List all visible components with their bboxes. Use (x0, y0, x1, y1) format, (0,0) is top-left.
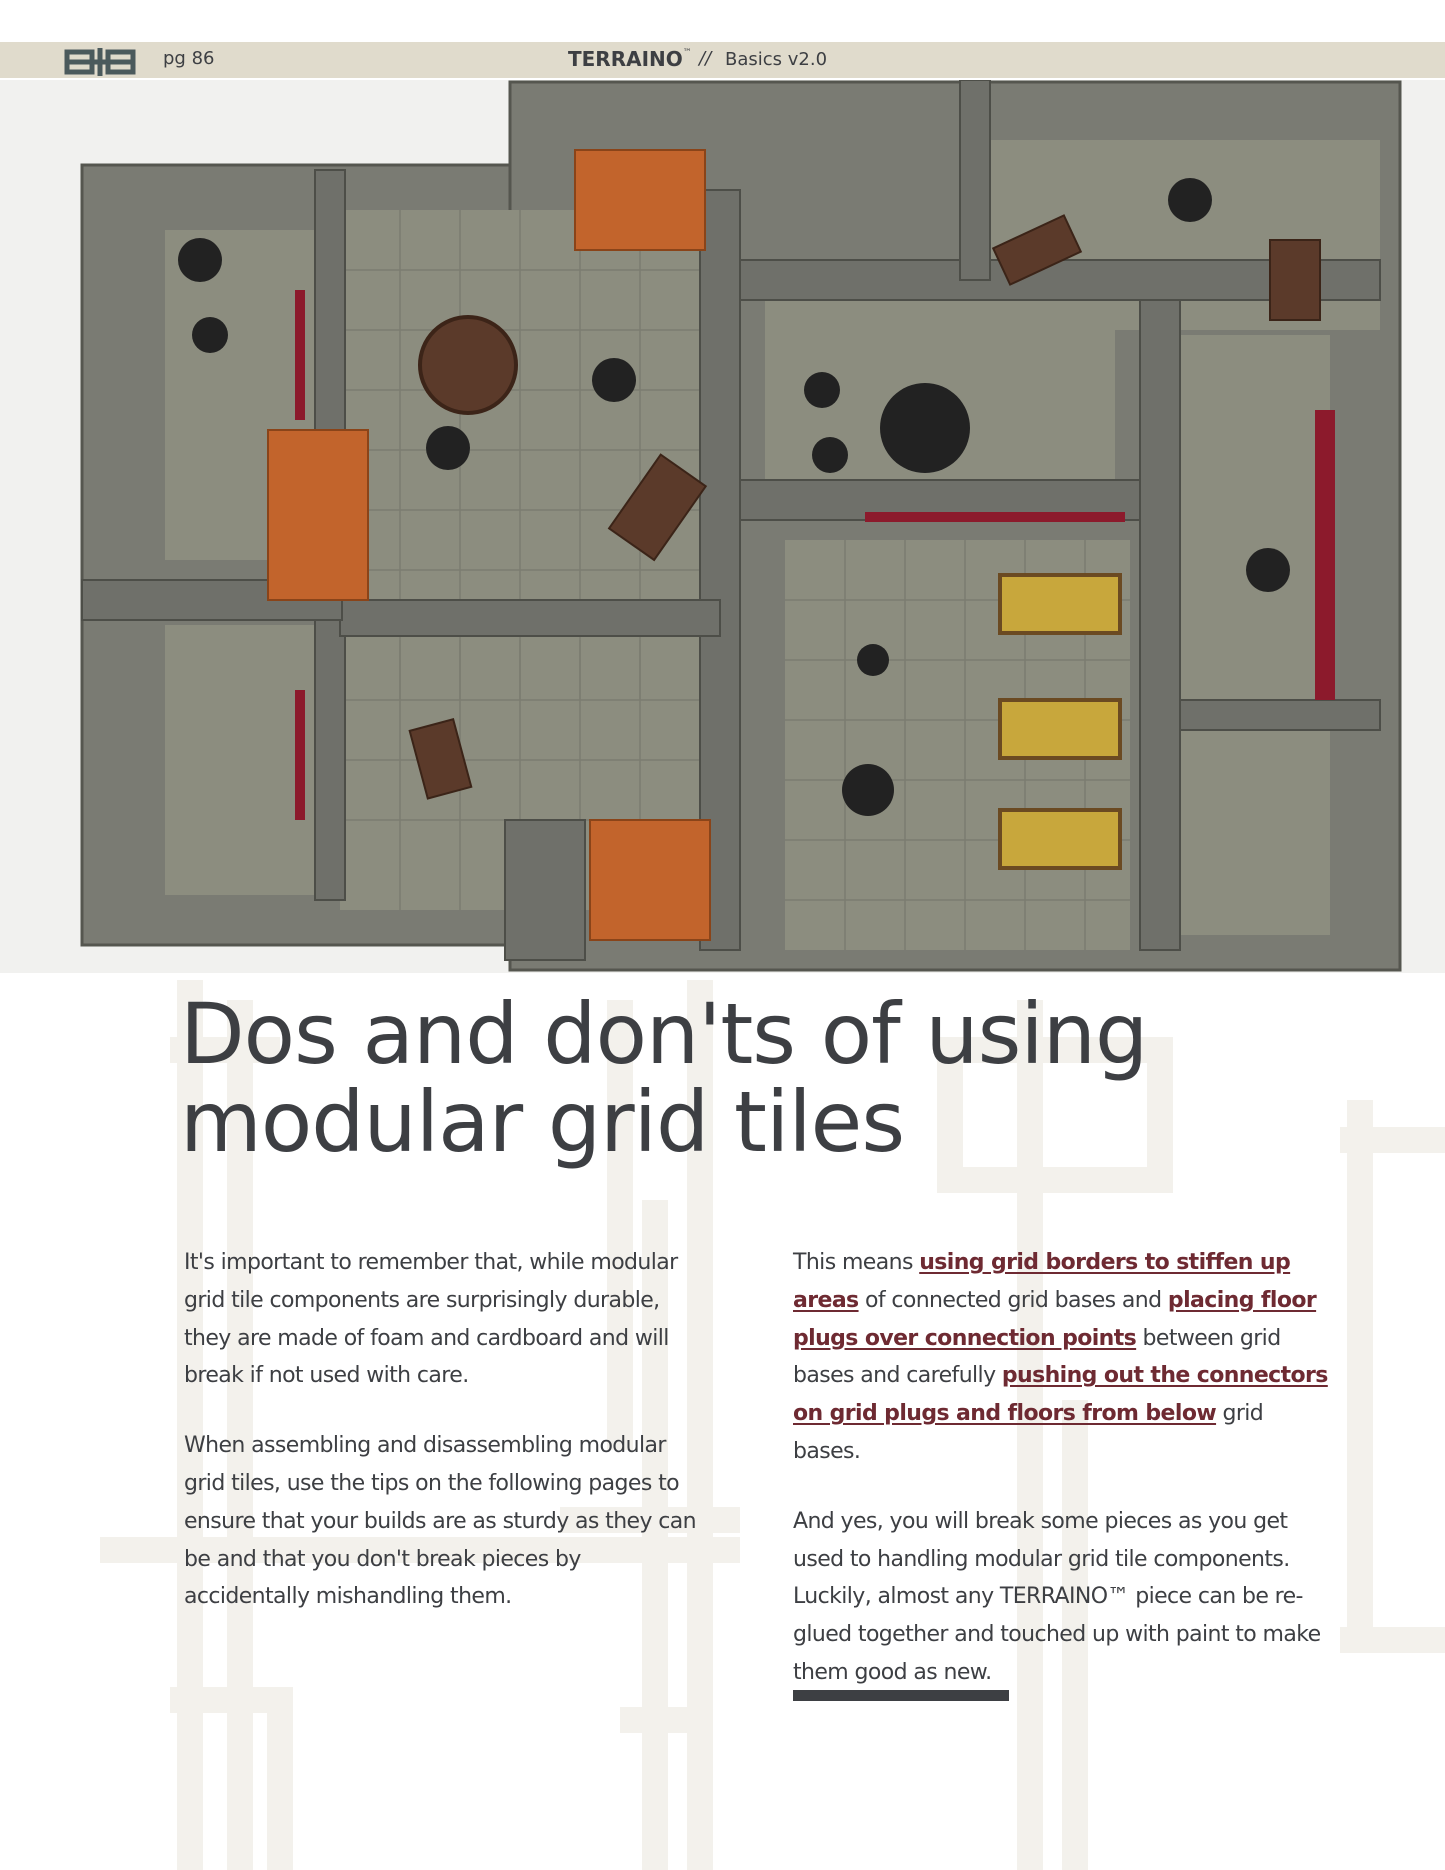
link-pushing-connectors[interactable]: pushing out the connectors on grid plugs and floors from below (793, 1363, 1328, 1427)
link-floor-plugs[interactable]: placing floor plugs over connection points (793, 1287, 1317, 1351)
brand-text: TERRAINO (568, 47, 683, 71)
right-p1-text-b: of connected grid bases and (858, 1287, 1168, 1313)
title-line-2: modular grid tiles (180, 1073, 905, 1171)
right-column (793, 1244, 1333, 1724)
page-title (180, 985, 1280, 1171)
left-paragraph-1: It's important to remember that, while modular grid tile components are surprisingly durable, they are made of foam and cardboard and will break if not used with care. (184, 1250, 678, 1389)
page-number: pg 86 (163, 48, 215, 69)
modular-dungeon-photo (0, 80, 1445, 973)
right-paragraph-1 (793, 1244, 1333, 1471)
right-p1-text-d: grid bases. (793, 1401, 1264, 1464)
right-p1-text-a: This means (793, 1250, 920, 1275)
trademark-mark: ™ (682, 48, 692, 58)
brand-name (568, 47, 692, 71)
link-grid-borders[interactable]: using grid borders to stiffen up areas (793, 1250, 1291, 1313)
end-rule (793, 1690, 1009, 1701)
title-line-1: Dos and don'ts of using (180, 985, 1148, 1083)
header-separator: // (699, 48, 712, 69)
right-paragraph-2: And yes, you will break some pieces as you get used to handling modular grid tile components. Luckily, almost any TERRAINO™ piece can be re-glued together and touched up with paint to make them good as new. (793, 1508, 1321, 1685)
terraino-logo-icon (64, 46, 136, 78)
document-version: Basics v2.0 (725, 49, 828, 70)
left-paragraph-2: When assembling and disassembling modular grid tiles, use the tips on the following pages to ensure that your builds are as sturdy as they can be and that you don't break pieces by accidentally mishandling them. (184, 1433, 697, 1610)
right-p1-text-c: between grid bases and carefully (793, 1325, 1281, 1389)
left-column (184, 1244, 704, 1648)
header-bar (0, 42, 1445, 78)
